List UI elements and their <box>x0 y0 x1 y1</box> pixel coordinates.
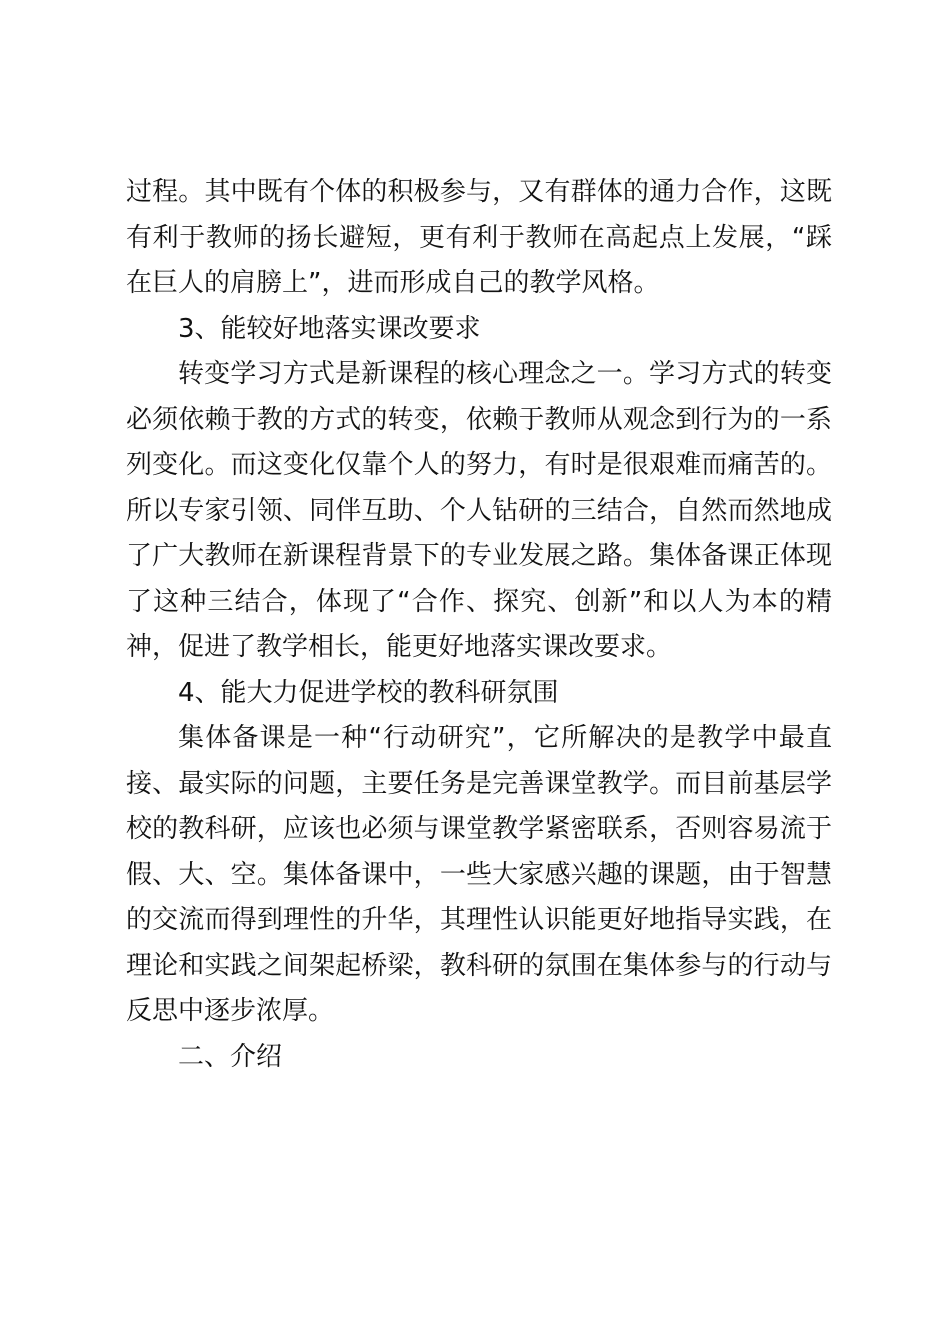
paragraph-line: 集体备课是一种“行动研究”，它所解决的是教学中最直 <box>178 723 832 753</box>
paragraph-line: 列变化。而这变化仅靠个人的努力，有时是很艰难而痛苦的。 <box>126 450 832 480</box>
paragraph-line: 神，促进了教学相长，能更好地落实课改要求。 <box>126 632 673 662</box>
paragraph-line: 转变学习方式是新课程的核心理念之一。学习方式的转变 <box>178 359 832 389</box>
paragraph-line: 校的教科研，应该也必须与课堂教学紧密联系，否则容易流于 <box>126 814 832 844</box>
section-heading: 3、能较好地落实课改要求 <box>178 313 481 344</box>
paragraph-line: 反思中逐步浓厚。 <box>126 996 335 1026</box>
paragraph-line: 过程。其中既有个体的积极参与，又有群体的通力合作，这既 <box>126 177 832 207</box>
paragraph-line: 接、最实际的问题，主要任务是完善课堂教学。而目前基层学 <box>126 768 832 799</box>
paragraph-line: 了广大教师在新课程背景下的专业发展之路。集体备课正体现 <box>126 541 832 571</box>
paragraph-line: 在巨人的肩膀上”，进而形成自己的教学风格。 <box>126 268 660 298</box>
section-heading: 4、能大力促进学校的教科研氛围 <box>178 677 559 708</box>
paragraph-line: 假、大、空。集体备课中，一些大家感兴趣的课题，由于智慧 <box>126 859 832 890</box>
paragraph-line: 的交流而得到理性的升华，其理性认识能更好地指导实践，在 <box>126 905 832 935</box>
paragraph-line: 必须依赖于教的方式的转变，依赖于教师从观念到行为的一系 <box>126 404 832 435</box>
paragraph-line: 了这种三结合，体现了“合作、探究、创新”和以人为本的精 <box>126 586 832 617</box>
paragraph-line: 有利于教师的扬长避短，更有利于教师在高起点上发展，“踩 <box>126 222 832 253</box>
document-body <box>126 170 832 1080</box>
paragraph-line: 理论和实践之间架起桥梁，教科研的氛围在集体参与的行动与 <box>126 950 832 981</box>
section-heading: 二、介绍 <box>178 1041 283 1072</box>
paragraph-line: 所以专家引领、同伴互助、个人钻研的三结合，自然而然地成 <box>126 495 832 526</box>
